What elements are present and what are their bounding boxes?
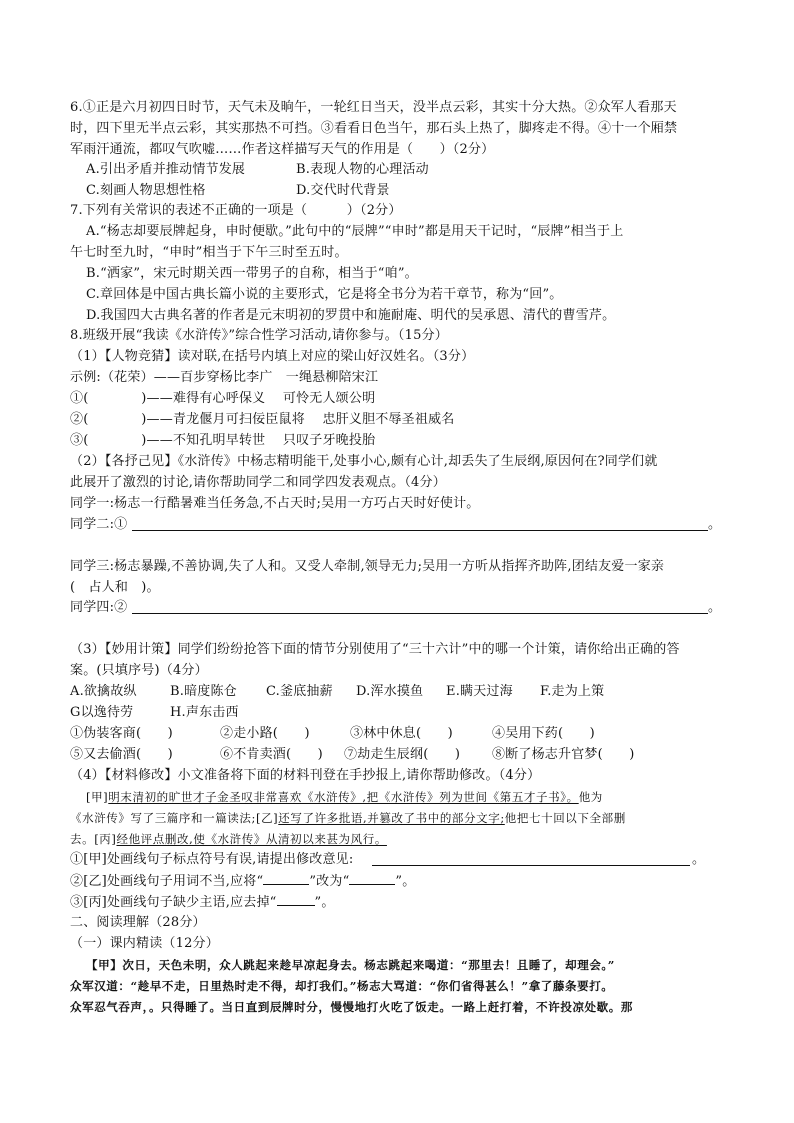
material-line-2 [70, 808, 626, 828]
episode-6: ⑥不肯卖酒( ) [220, 747, 323, 762]
q6-option-c: C.刻画人物思想性格 [86, 183, 206, 198]
passage-line-2: 众军汉道：“趁早不走，日里热时走不得，却打我们。”杨志大骂道：“你们省得甚么！”拿了藤条要打。 [70, 979, 614, 993]
revise-3-text-b: ”。 [314, 895, 335, 910]
q8-stem: 8.班级开展“我读《水浒传》”综合性学习活动,请你参与。（15分） [70, 328, 448, 343]
material-line-3 [70, 829, 387, 849]
q8-part4-title: （4）【材料修改】小文准备将下面的材料刊登在手抄报上,请你帮助修改。（4分） [70, 768, 541, 783]
q8-part1-title: （1）【人物竞猜】读对联,在括号内填上对应的梁山好汉姓名。（3分） [70, 349, 475, 364]
q6-line-3: 军雨汗通流，都叹气吹嘘……作者这样描写天气的作用是（ ）（2分） [70, 142, 495, 157]
q6-option-d: D.交代时代背景 [296, 183, 390, 198]
q6-line-1: 6.①正是六月初四日时节，天气未及晌午，一轮红日当天，没半点云彩，其实十分大热。②众军人看那天 [70, 100, 677, 115]
episode-1: ①伪装客商( ) [70, 726, 173, 741]
revise-3-blank[interactable] [277, 892, 315, 906]
strategy-e: E.瞒天过海 [446, 684, 513, 699]
episode-8: ⑧断了杨志升官梦( ) [492, 747, 635, 762]
q6-option-a: A.引出矛盾并推动情节发展 [86, 162, 246, 177]
q8-part2-line-1: （2）【各抒己见】《水浒传》中杨志精明能干,处事小心,颇有心计,却丢失了生辰纲,原因何在?同学们就 [70, 454, 658, 469]
material-jia-underlined: 明末清初的旷世才子金圣叹非常喜欢《水浒传》,把《水浒传》列为世间《第五才子书》。 [108, 790, 579, 804]
material-yi-underlined: 还写了许多批语,并篡改了书中的部分文字; [278, 811, 505, 825]
section-2-title: 二、阅读理解（28分） [70, 915, 206, 930]
material-line-1-tail: 他为 [578, 790, 603, 804]
q6-line-2: 时，四下里无半点云彩，其实那热不可挡。③看看日色当午，那石头上热了，脚疼走不得。④十一个厢禁 [70, 121, 678, 136]
q7-option-d: D.我国四大古典名著的作者是元末明初的罗贯中和施耐庵、明代的吴承恩、清代的曹雪芹。 [86, 308, 616, 323]
q8-part2-line-2: 此展开了激烈的讨论,请你帮助同学二和同学四发表观点。（4分） [70, 475, 446, 490]
student-2-period: 。 [708, 517, 722, 532]
q7-option-a-line-1: A.“杨志却要辰牌起身，申时便歇。”此句中的“辰牌”“申时”都是用天干记时，“辰牌”相当于上 [86, 224, 624, 239]
q8-student-3-line-1: 同学三:杨志暴躁,不善协调,失了人和。又受人牵制,领导无力;吴用一方听从指挥齐助阵,团结友爱一家亲 [70, 559, 665, 574]
material-bing-underlined: 经他评点删改,使《水浒传》从清初以来甚为风行。 [116, 832, 387, 846]
strategy-g: G以逸待劳 [70, 705, 134, 720]
q7-option-a-line-2: 午七时至九时，“申时”相当于下午三时至五时。 [70, 245, 348, 260]
strategy-a: A.欲擒故纵 [70, 684, 137, 699]
q8-part1-row-2: ②( )——青龙偃月可扫佞臣鼠将 忠肝义胆不辱圣祖威名 [70, 412, 455, 427]
q8-student-3-line-2: ( 占人和 )。 [70, 580, 160, 595]
q8-part1-row-3: ③( )——不知孔明早转世 只叹子牙晚投胎 [70, 433, 376, 448]
episode-7: ⑦劫走生辰纲( ) [344, 747, 461, 762]
revise-3 [70, 892, 335, 913]
q8-student-2-label: 同学二:① [70, 517, 128, 532]
passage-tag: 【甲】 [86, 958, 123, 972]
revise-2-blank-2[interactable] [349, 871, 395, 885]
q8-part3-line-1: （3）【妙用计策】同学们纷纷抢答下面的情节分别使用了“三十六计”中的哪一个计策，请你给出正确的答 [70, 642, 680, 657]
episode-5: ⑤又去偷酒( ) [70, 747, 173, 762]
strategy-c: C.釜底抽薪 [266, 684, 333, 699]
material-line-2-head: 《水浒传》写了三篇序和一篇读法; [70, 811, 256, 825]
revise-1-label: ①[甲]处画线句子标点符号有误,请提出修改意见: [70, 852, 354, 867]
episode-4: ④吴用下药( ) [492, 726, 595, 741]
revise-1-period: 。 [692, 852, 706, 867]
strategy-b: B.暗度陈仓 [170, 684, 237, 699]
revise-2-text-c: ”。 [395, 874, 416, 889]
revise-2-blank-1[interactable] [263, 871, 309, 885]
q7-option-b: B.“洒家”，宋元时期关西一带男子的自称，相当于“咱”。 [86, 266, 418, 281]
episode-3: ③林中休息( ) [350, 726, 453, 741]
material-yi-tag: [乙] [255, 811, 279, 825]
material-bing-tag: [丙] [94, 832, 117, 846]
passage-line-3: 众军忍气吞声，。只得睡了。当日直到辰牌时分，慢慢地打火吃了饭走。一路上赶打着，不许投凉处歇。那 [70, 1000, 633, 1014]
material-jia-tag: [甲] [86, 790, 109, 804]
student-4-answer-line[interactable] [132, 613, 708, 614]
q8-part1-row-1: ①( )——难得有心呼保义 可怜无人颂公明 [70, 391, 376, 406]
revise-2-text-a: ②[乙]处画线句子用词不当,应将“ [70, 874, 264, 889]
q8-student-1: 同学一:杨志一行酷暑难当任务急,不占天时;吴用一方巧占天时好使计。 [70, 496, 480, 511]
student-4-period: 。 [708, 600, 722, 615]
material-line-3-head: 去。 [70, 832, 95, 846]
passage-line-1 [86, 955, 615, 975]
strategy-h: H.声东击西 [170, 705, 239, 720]
section-2-subtitle: （一）课内精读（12分） [70, 936, 219, 951]
material-line-2-tail: 他把七十回以下全部删 [504, 811, 626, 825]
q7-stem: 7.下列有关常识的表述不正确的一项是（ ）（2分） [70, 203, 402, 218]
episode-2: ②走小路( ) [220, 726, 310, 741]
revise-3-text-a: ③[丙]处画线句子缺少主语,应去掉“ [70, 895, 277, 910]
q8-part3-line-2: 案。(只填序号)（4分） [70, 663, 208, 678]
revise-2 [70, 871, 415, 892]
material-line-1 [86, 787, 603, 807]
q8-part1-example: 示例:（花荣）——百步穿杨比李广 一绳悬柳陪宋江 [70, 370, 379, 385]
strategy-f: F.走为上策 [540, 684, 605, 699]
passage-line-1-text: 次日，天色未明，众人跳起来趁早凉起身去。杨志跳起来喝道：“那里去！且睡了，却理会。” [122, 958, 615, 972]
q8-student-4-label: 同学四:② [70, 600, 128, 615]
revise-2-text-b: ”改为“ [309, 874, 350, 889]
q6-option-b: B.表现人物的心理活动 [296, 162, 429, 177]
student-2-answer-line[interactable] [132, 530, 708, 531]
q7-option-c: C.章回体是中国古典长篇小说的主要形式，它是将全书分为若干章节，称为“回”。 [86, 287, 563, 302]
strategy-d: D.浑水摸鱼 [356, 684, 424, 699]
revise-1-answer-line[interactable] [372, 865, 690, 866]
